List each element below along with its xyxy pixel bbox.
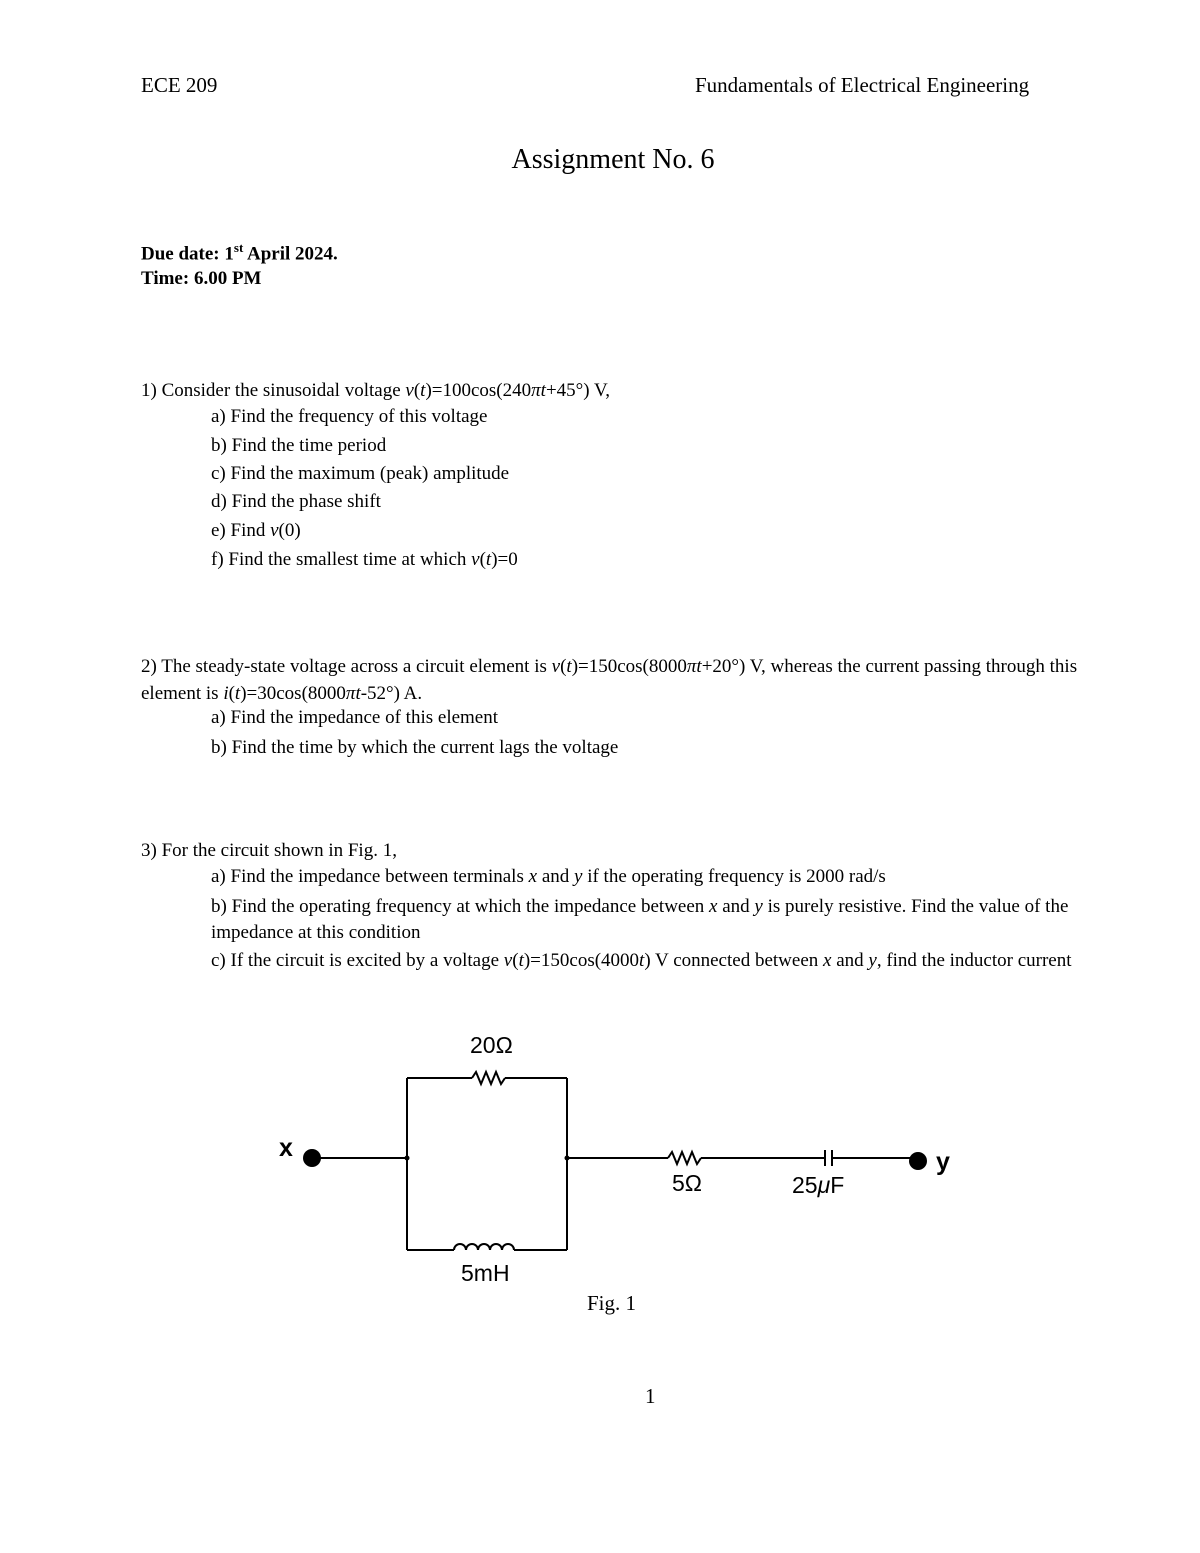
q3-b-end: is purely resistive. Find the value of the impedance at this condition	[211, 896, 1069, 943]
q3-stem: 3) For the circuit shown in Fig. 1,	[141, 840, 397, 861]
course-code: ECE 209	[141, 73, 218, 97]
q3-b-var-x: x	[709, 896, 718, 917]
resistor-20-ohm	[472, 1072, 505, 1084]
capacitor-label-num: 25	[792, 1172, 818, 1198]
q3-a-var-y: y	[574, 866, 583, 887]
q3-c-mid2: ) V connected between	[644, 950, 824, 971]
q1-var-v: v	[405, 380, 414, 401]
q3-c-mid: )=150cos(4000	[523, 950, 640, 971]
node-left-dot	[405, 1156, 410, 1161]
resistor-5-label: 5Ω	[672, 1170, 702, 1196]
q3-b-var-y: y	[754, 896, 763, 917]
q1-part-f: f) Find the smallest time at which v(t)=0	[211, 549, 518, 570]
q3-c-end: , find the inductor current	[876, 950, 1072, 971]
terminal-x-dot	[303, 1149, 321, 1167]
q2-part-a: a) Find the impedance of this element	[211, 707, 499, 728]
q1-stem-text: 1) Consider the sinusoidal voltage	[141, 380, 406, 401]
q3-a-text: a) Find the impedance between terminals	[211, 866, 529, 887]
q1-expr-end: +45°) V,	[545, 380, 611, 401]
q1-f-var-v: v	[471, 549, 480, 570]
q3-b-text: b) Find the operating frequency at which the impedance between	[211, 896, 710, 917]
q2-var-t4: t	[355, 683, 361, 704]
q1-expr: )=100cos(240	[425, 380, 532, 401]
inductor-label: 5mH	[461, 1260, 510, 1286]
capacitor-label	[792, 1172, 844, 1199]
due-date-rest: April 2024.	[243, 243, 338, 265]
q3-part-c: c) If the circuit is excited by a voltage v(t)=150cos(4000t) V connected between x and y, find the inductor current	[211, 950, 1072, 971]
q1-e-text: e) Find	[211, 520, 271, 541]
inductor-5mh	[454, 1244, 514, 1250]
q2-pi: π	[686, 656, 697, 677]
terminal-y-label: y	[936, 1148, 950, 1176]
due-date-label: Due date: 1	[141, 243, 234, 265]
q3-b-and: and	[717, 896, 755, 917]
q1-f-end: )=0	[491, 549, 518, 570]
figure-caption: Fig. 1	[587, 1291, 637, 1315]
node-right-dot	[565, 1156, 570, 1161]
q1-f-var-t: t	[485, 549, 492, 570]
q1-e-var: v	[270, 520, 279, 541]
course-title: Fundamentals of Electrical Engineering	[695, 73, 1030, 97]
q3-c-var-v: v	[503, 950, 513, 971]
q1-part-d: d) Find the phase shift	[211, 491, 381, 512]
resistor-20-label: 20Ω	[470, 1032, 513, 1058]
q1-part-c: c) Find the maximum (peak) amplitude	[211, 463, 510, 484]
q1-var-t2: t	[540, 380, 546, 401]
q1-part-b: b) Find the time period	[211, 435, 387, 456]
q2-var-t: t	[566, 656, 572, 677]
q3-c-var-t2: t	[639, 950, 645, 971]
terminal-x-label: x	[279, 1134, 293, 1162]
q3-c-text: c) If the circuit is excited by a voltage	[211, 950, 504, 971]
q2-text-3: +20°) V, whereas the current passing through this element is	[141, 656, 1078, 704]
q1-f-text: f) Find the smallest time at which	[211, 549, 472, 570]
q3-a-end: if the operating frequency is 2000 rad/s	[582, 866, 886, 887]
q1-var-t: t	[420, 380, 426, 401]
page-title: Assignment No. 6	[511, 144, 715, 175]
q2-var-t3: t	[234, 683, 241, 704]
q3-c-var-x: x	[823, 950, 832, 971]
q2-text-5: -52°) A.	[360, 683, 423, 704]
q3-c-var-y: y	[868, 950, 877, 971]
q3-c-var-t: t	[518, 950, 524, 971]
due-time: Time: 6.00 PM	[141, 268, 262, 289]
q1-stem: 1) Consider the sinusoidal voltage v(t)=100cos(240πt+45°) V,	[141, 380, 611, 401]
due-date-suffix: st	[233, 240, 244, 255]
q1-e-end: (0)	[278, 520, 301, 541]
q2-text-4: )=30cos(8000	[240, 683, 346, 704]
resistor-5-ohm	[668, 1152, 701, 1164]
q1-part-a: a) Find the frequency of this voltage	[211, 406, 488, 427]
capacitor-label-unit: F	[830, 1172, 845, 1198]
q2-pi2: π	[345, 683, 356, 704]
q3-a-var-x: x	[528, 866, 538, 887]
q2-var-i: i	[223, 683, 229, 704]
q3-c-and: and	[831, 950, 869, 971]
q2-stem: 2) The steady-state voltage across a circuit element is v(t)=150cos(8000πt+20°) V, whereas the current passing through this element is i(t)=30cos(8000πt-52°) A.	[141, 656, 1078, 704]
capacitor-label-mu: μ	[817, 1172, 831, 1198]
q2-var-t2: t	[696, 656, 702, 677]
page-number: 1	[645, 1384, 656, 1408]
q2-text-1: 2) The steady-state voltage across a circuit element is	[141, 656, 552, 677]
terminal-y-dot	[909, 1152, 927, 1170]
q3-a-and: and	[537, 866, 574, 887]
q2-text-2: )=150cos(8000	[571, 656, 687, 677]
q2-part-b: b) Find the time by which the current lags the voltage	[211, 737, 619, 758]
q1-pi: π	[531, 380, 541, 401]
q2-var-v: v	[551, 656, 561, 677]
